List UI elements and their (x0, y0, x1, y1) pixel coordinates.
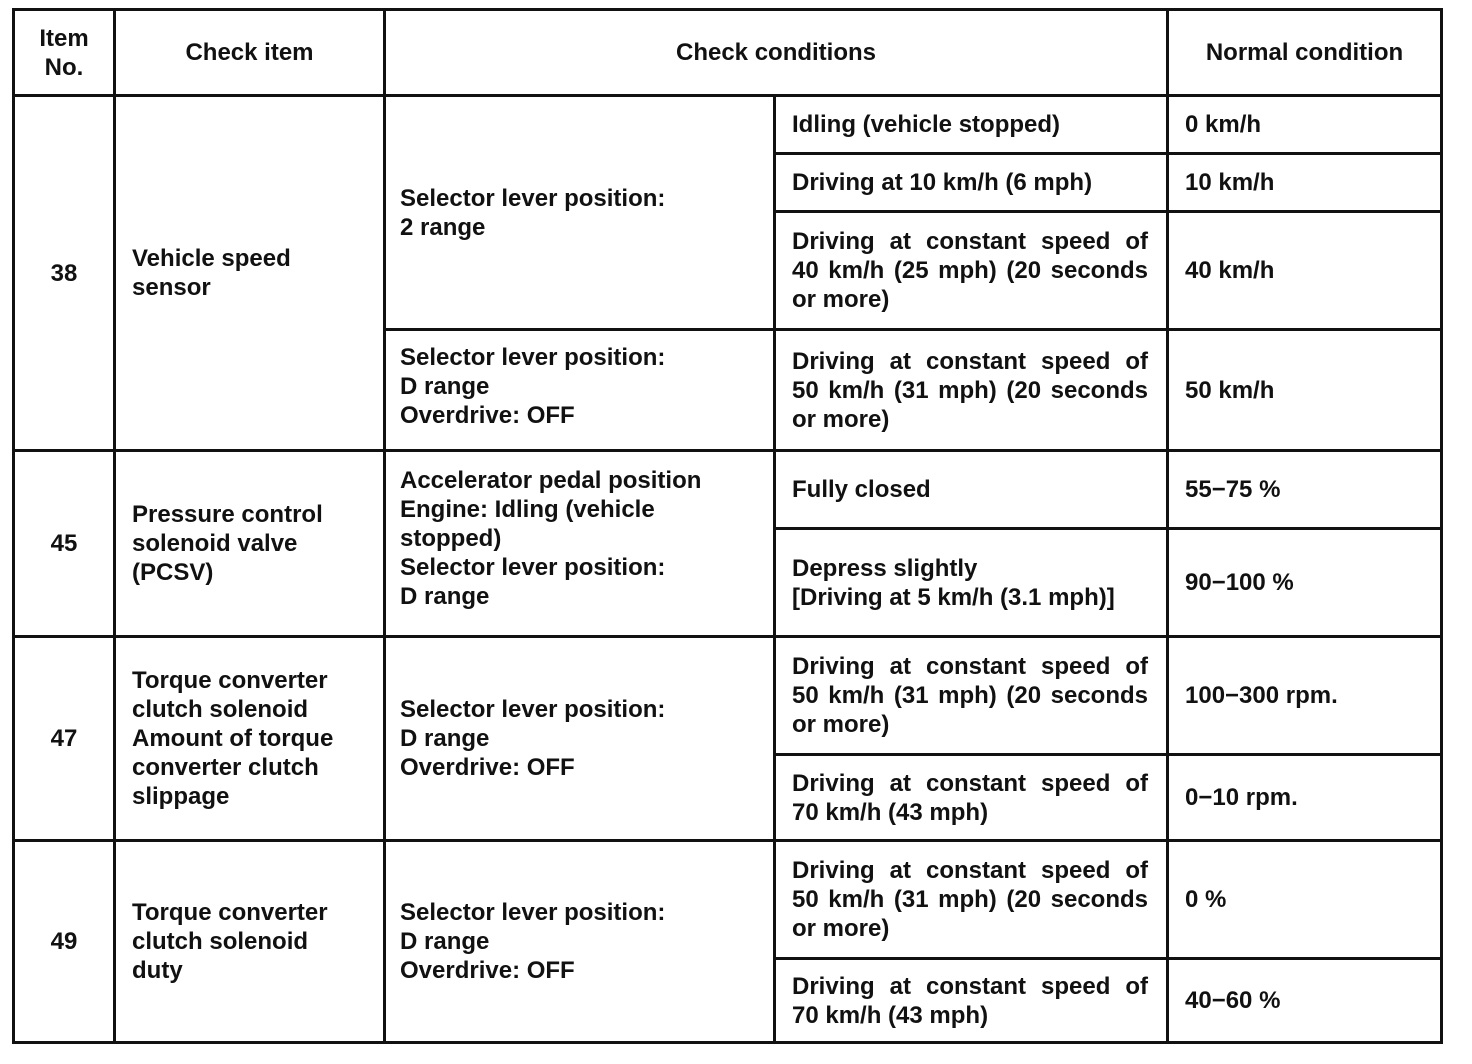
header-normal-condition: Normal condition (1168, 10, 1442, 96)
condition-38-1: Idling (vehicle stopped) (775, 96, 1168, 154)
normal-49-1: 0 % (1168, 841, 1442, 959)
item-no-38: 38 (14, 96, 115, 451)
setting-47: Selector lever position: D range Overdrive: OFF (385, 637, 775, 841)
condition-38-4: Driving at constant speed of 50 km/h (31 mph) (20 seconds or more) (775, 330, 1168, 451)
setting-38b: Selector lever position: D range Overdrive: OFF (385, 330, 775, 451)
normal-47-1: 100−300 rpm. (1168, 637, 1442, 755)
normal-45-1: 55−75 % (1168, 451, 1442, 529)
condition-45-2: Depress slightly [Driving at 5 km/h (3.1 mph)] (775, 529, 1168, 637)
normal-49-2: 40−60 % (1168, 959, 1442, 1043)
normal-45-2: 90−100 % (1168, 529, 1442, 637)
condition-45-1: Fully closed (775, 451, 1168, 529)
header-item-no: Item No. (14, 10, 115, 96)
item-no-47: 47 (14, 637, 115, 841)
normal-47-2: 0−10 rpm. (1168, 755, 1442, 841)
check-item-45: Pressure control solenoid valve (PCSV) (115, 451, 385, 637)
setting-49: Selector lever position: D range Overdrive: OFF (385, 841, 775, 1043)
check-item-38: Vehicle speed sensor (115, 96, 385, 451)
setting-45: Accelerator pedal position Engine: Idling (vehicle stopped) Selector lever position: D range (385, 451, 775, 637)
condition-47-2: Driving at constant speed of 70 km/h (43 mph) (775, 755, 1168, 841)
item-no-49: 49 (14, 841, 115, 1043)
item-no-45: 45 (14, 451, 115, 637)
check-item-49: Torque converter clutch solenoid duty (115, 841, 385, 1043)
table-row (14, 841, 1442, 959)
condition-38-3: Driving at constant speed of 40 km/h (25 mph) (20 seconds or more) (775, 212, 1168, 330)
condition-47-1: Driving at constant speed of 50 km/h (31 mph) (20 seconds or more) (775, 637, 1168, 755)
setting-38a: Selector lever position: 2 range (385, 96, 775, 330)
condition-38-2: Driving at 10 km/h (6 mph) (775, 154, 1168, 212)
normal-38-4: 50 km/h (1168, 330, 1442, 451)
header-row (14, 10, 1442, 96)
table-row (14, 96, 1442, 154)
header-check-item: Check item (115, 10, 385, 96)
table-row (14, 637, 1442, 755)
check-table (12, 8, 1443, 1044)
normal-38-1: 0 km/h (1168, 96, 1442, 154)
normal-38-2: 10 km/h (1168, 154, 1442, 212)
table-row (14, 451, 1442, 529)
header-check-conditions: Check conditions (385, 10, 1168, 96)
condition-49-1: Driving at constant speed of 50 km/h (31 mph) (20 seconds or more) (775, 841, 1168, 959)
check-item-47: Torque converter clutch solenoid Amount of torque converter clutch slippage (115, 637, 385, 841)
normal-38-3: 40 km/h (1168, 212, 1442, 330)
condition-49-2: Driving at constant speed of 70 km/h (43 mph) (775, 959, 1168, 1043)
